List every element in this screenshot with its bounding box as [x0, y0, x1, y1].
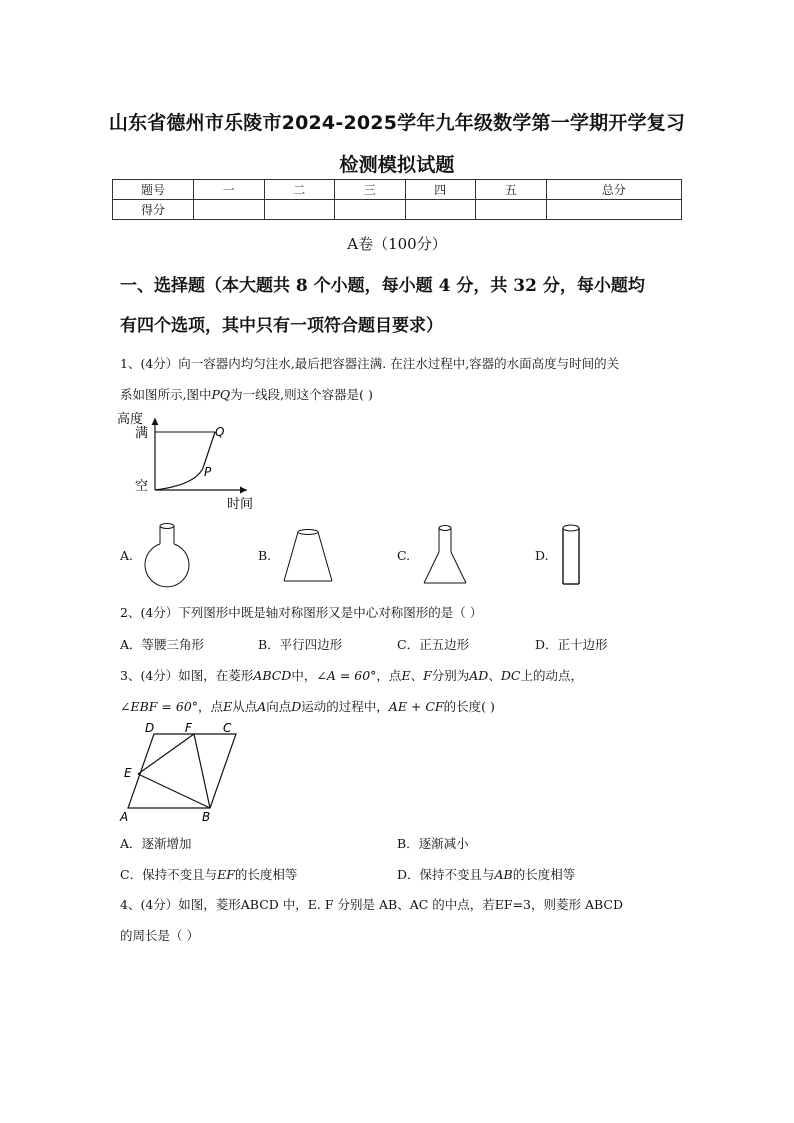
graph-p-label: P	[204, 465, 212, 479]
rhombus-abcd	[128, 734, 236, 808]
q1-option-a[interactable]: A.	[120, 548, 134, 563]
q1-text: 系如图所示,图中	[120, 387, 212, 402]
exam-title-line2: 检测模拟试题	[339, 154, 455, 176]
cylinder-icon	[557, 522, 587, 588]
q2-stem: 2、(4分）下列图形中既是轴对称图形又是中心对称图形的是（ ）	[120, 605, 483, 620]
curve-segment	[155, 468, 203, 490]
q2-option-b[interactable]: B．平行四边形	[258, 637, 343, 652]
q3-text: ，点	[198, 699, 224, 714]
score-input-cell[interactable]	[546, 200, 682, 220]
q3-option-b[interactable]: B．逐渐减小	[397, 836, 469, 851]
q3-text: 向点	[266, 699, 292, 714]
score-cell: 一	[194, 180, 265, 200]
erlenmeyer-flask-icon	[420, 522, 470, 588]
graph-xlabel: 时间	[227, 497, 254, 512]
q4-stem-line2: 的周长是（ ）	[120, 928, 199, 943]
score-cell: 得分	[113, 200, 194, 220]
score-input-cell[interactable]	[405, 200, 476, 220]
section1-heading-line1: 一、选择题（本大题共 8 个小题，每小题 4 分，共 32 分，每小题均	[120, 276, 645, 296]
q3-option-c-math: EF	[217, 867, 235, 882]
score-cell: 总分	[546, 180, 682, 200]
graph-q-label: Q	[215, 425, 225, 439]
label-b: B	[202, 810, 211, 824]
q3-rhombus-figure	[116, 718, 246, 826]
q3-text: 上的动点，	[520, 668, 583, 683]
q2-option-a[interactable]: A．等腰三角形	[120, 637, 205, 652]
q1-stem-line2	[120, 379, 680, 410]
q1-text: 为一线段,则这个容器是( )	[230, 387, 373, 402]
graph-empty-label: 空	[135, 479, 149, 494]
score-input-cell[interactable]	[194, 200, 265, 220]
score-cell: 二	[264, 180, 335, 200]
segment-fb	[194, 734, 210, 808]
q3-text: 中，	[291, 668, 317, 683]
q3-math: DC	[500, 668, 521, 683]
q3-option-c-text: 的长度相等	[234, 867, 298, 882]
label-f: F	[185, 721, 192, 735]
q3-option-c[interactable]	[120, 865, 297, 883]
graph-full-label: 满	[135, 426, 149, 441]
q3-math: D	[291, 699, 302, 714]
score-table	[112, 179, 682, 220]
label-a: A	[120, 810, 129, 824]
label-d: D	[145, 721, 155, 735]
q3-stem-line1	[120, 660, 680, 691]
q3-math: F	[423, 668, 432, 683]
q3-math: ∠A = 60°	[316, 668, 377, 683]
q3-math: E	[401, 668, 411, 683]
label-e: E	[124, 766, 132, 780]
section-a-heading: A卷（100分）	[347, 235, 447, 253]
q3-math: ABCD	[253, 668, 292, 683]
q1-stem-line1: 1、(4分）向一容器内均匀注水,最后把容器注满. 在注水过程中,容器的水面高度与时间的关	[120, 356, 620, 371]
score-cell: 四	[405, 180, 476, 200]
section1-heading-line2: 有四个选项，其中只有一项符合题目要求）	[120, 316, 443, 336]
q3-option-d-text: 的长度相等	[512, 867, 576, 882]
q3-math: AE + CF	[388, 699, 444, 714]
q3-option-d-text: D．保持不变且与	[397, 867, 495, 882]
q1-option-d[interactable]: D.	[535, 548, 549, 563]
q2-option-d[interactable]: D．正十边形	[535, 637, 608, 652]
score-cell: 五	[476, 180, 547, 200]
q1-option-c[interactable]: C.	[397, 548, 411, 563]
score-input-cell[interactable]	[264, 200, 335, 220]
score-table-score-row	[113, 200, 682, 220]
exam-title-line1: 山东省德州市乐陵市2024-2025学年九年级数学第一学期开学复习	[108, 112, 686, 134]
q2-option-c[interactable]: C．正五边形	[397, 637, 470, 652]
q3-math: E	[223, 699, 233, 714]
q3-option-c-text: C．保持不变且与	[120, 867, 218, 882]
q3-text: 的长度( )	[443, 699, 495, 714]
frustum-icon	[280, 528, 336, 586]
q4-stem-line1: 4、(4分）如图，菱形ABCD 中，E. F 分别是 AB、AC 的中点，若EF=3，则菱形 ABCD	[120, 897, 623, 912]
score-cell: 题号	[113, 180, 194, 200]
q1-height-time-graph	[115, 410, 265, 515]
q3-option-d-math: AB	[494, 867, 513, 882]
q3-text: 从点	[232, 699, 258, 714]
score-input-cell[interactable]	[335, 200, 406, 220]
q1-option-b[interactable]: B.	[258, 548, 272, 563]
score-table-header-row	[113, 180, 682, 200]
q3-option-a[interactable]: A．逐渐增加	[120, 836, 192, 851]
score-cell: 三	[335, 180, 406, 200]
q3-text: 3、(4分）如图，在菱形	[120, 668, 254, 683]
q3-text: 、	[410, 668, 424, 683]
q3-math: ∠EBF = 60°	[120, 699, 199, 714]
segment-eb	[138, 774, 210, 808]
graph-ylabel: 高度	[117, 412, 144, 427]
q3-math: AD	[469, 668, 489, 683]
label-c: C	[223, 721, 232, 735]
q1-math-pq: PQ	[211, 387, 231, 402]
q3-option-d[interactable]	[397, 865, 575, 883]
segment-pq	[203, 432, 215, 468]
q3-text: ，点	[376, 668, 402, 683]
score-input-cell[interactable]	[476, 200, 547, 220]
q3-text: 、	[488, 668, 501, 683]
q3-math: A	[257, 699, 267, 714]
q3-text: 分别为	[431, 668, 470, 683]
flask-round-icon	[142, 518, 192, 594]
q3-text: 运动的过程中，	[301, 699, 389, 714]
